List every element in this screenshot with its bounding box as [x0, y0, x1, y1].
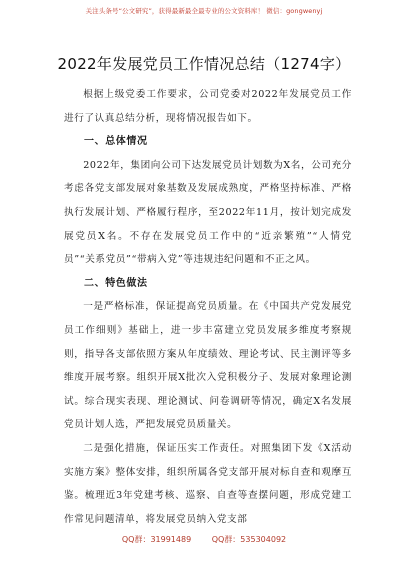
intro-paragraph: 根据上级党委工作要求，公司党委对2022年发展党员工作进行了认真总结分析，现将情况报告如下。	[64, 89, 352, 124]
body-paragraph: 一是严格标准，保证提高党员质量。在《中国共产党发展党员工作细则》基础上，进一步丰富建立党员发展多维度考察规则，指导各支部依照方案从年度绩效、理论考试、民主测评等多维度开展考察。组织开展X批次入党积极分子、发展对象理论测试。综合现实表现、理论测试、问卷调研等情况，确定X名发展党员计划人选，严把发展党员质量关。	[64, 301, 352, 431]
footer-contacts	[0, 534, 408, 545]
qq-group-2: QQ群：535304092	[211, 535, 287, 544]
section-heading-features: 二、特色做法	[84, 277, 148, 289]
body-paragraph: 二是强化措施，保证压实工作责任。对照集团下发《X活动实施方案》整体安排，组织所属各党支部开展对标自查和观摩互鉴。梳理近3年党建考核、巡察、自查等查摆问题，形成党建工作常见问题清单，将发展党员纳入党支部	[64, 442, 352, 525]
document-body	[64, 83, 352, 531]
body-paragraph: 2022年，集团向公司下达发展党员计划数为X名，公司充分考虑各党支部发展对象基数及发展成熟度，严格坚持标准、严格执行发展计划、严格履行程序，至2022年11月，按计划完成发展党员X名。不存在发展党员工作中的“近亲繁殖”“人情党员”“关系党员”“带病入党”等违规违纪问题和不正之风。	[64, 159, 352, 266]
document-title: 2022年发展党员工作情况总结（1274字）	[57, 55, 351, 73]
section-heading-overall: 一、总体情况	[84, 136, 148, 148]
promo-banner: 关注头条号“公文研究”，获得最新最全最专业的公文资料库！ 微信：gongwenyj	[85, 7, 323, 15]
qq-group-1: QQ群：31991489	[121, 535, 192, 544]
